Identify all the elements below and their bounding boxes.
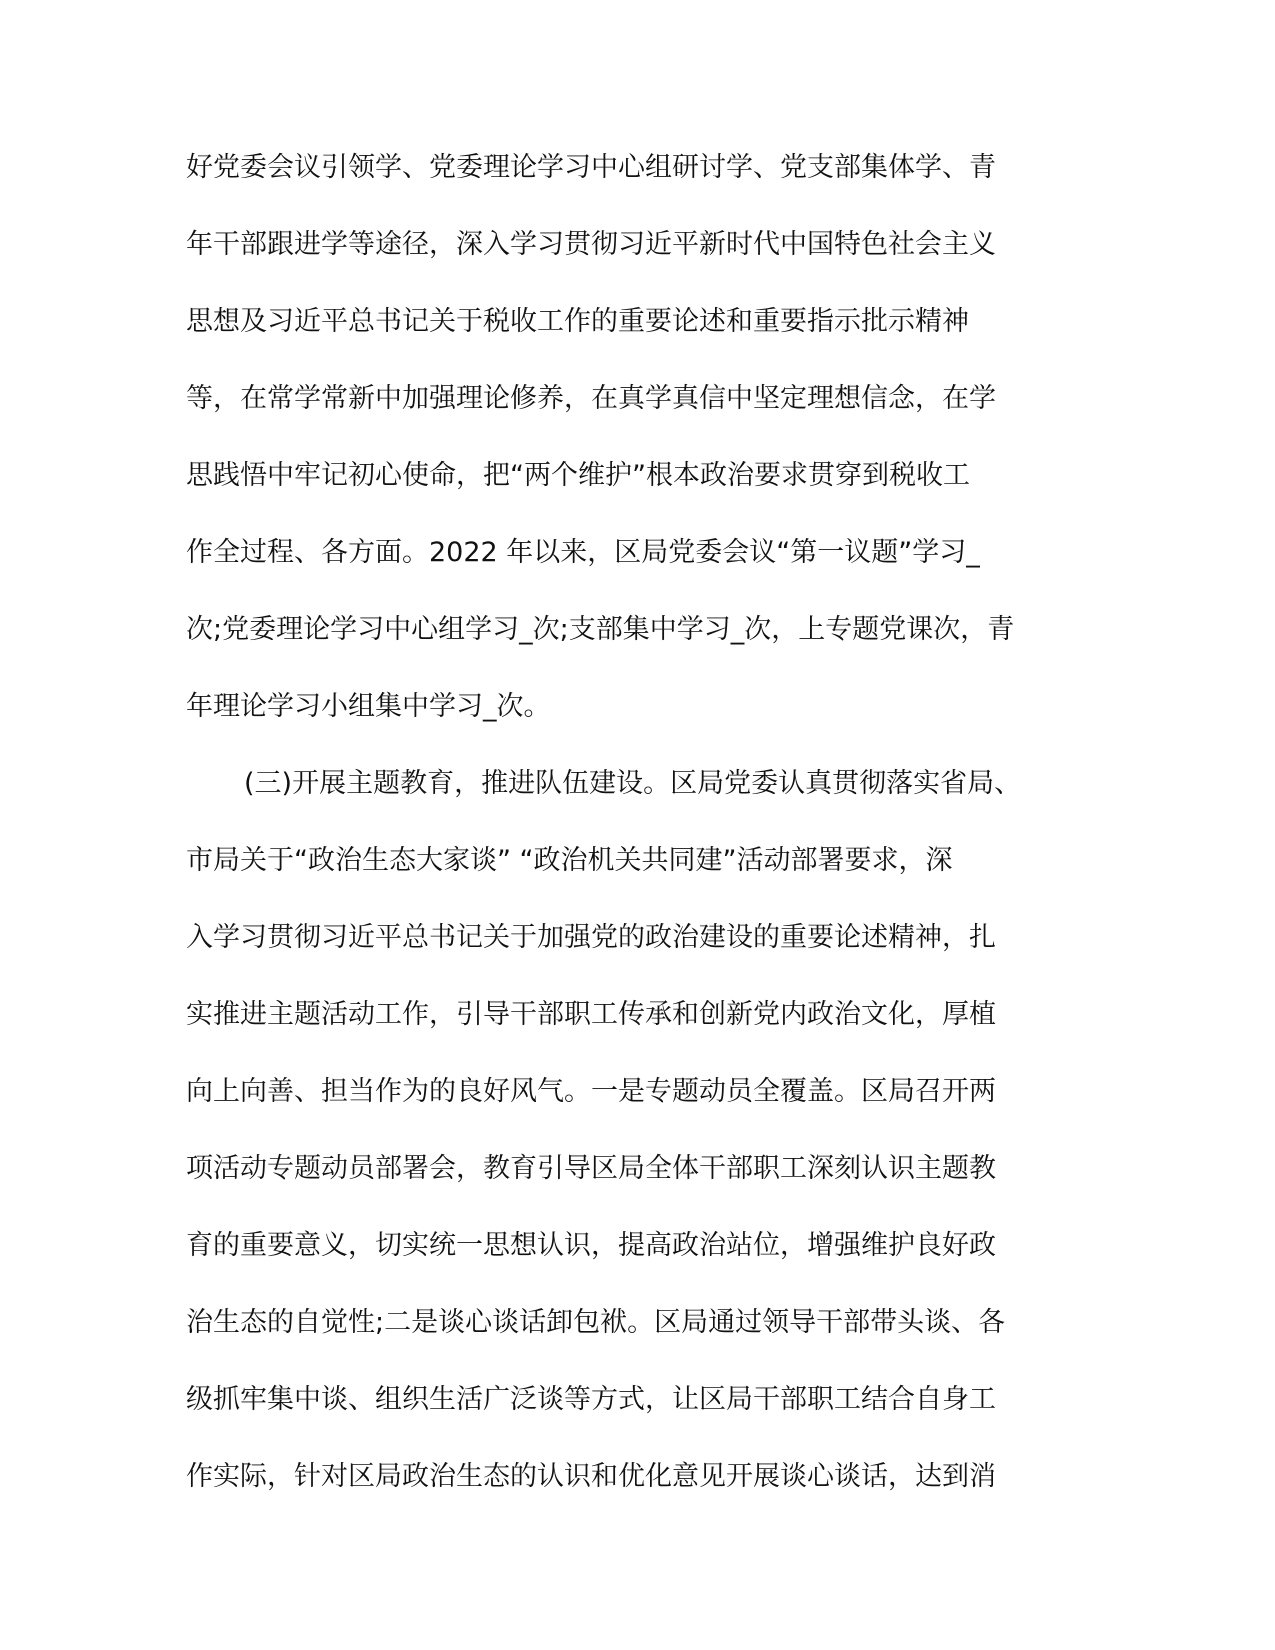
text-line: 作全过程、各方面。2022 年以来，区局党委会议“第一议题”学习_	[186, 537, 980, 568]
body-text	[186, 138, 1086, 1524]
text-line: 育的重要意义，切实统一思想认识，提高政治站位，增强维护良好政	[186, 1230, 996, 1261]
text-line: 思想及习近平总书记关于税收工作的重要论述和重要指示批示精神	[186, 306, 969, 337]
text-line: 治生态的自觉性;二是谈心谈话卸包袱。区局通过领导干部带头谈、各	[186, 1307, 1006, 1338]
text-line: 市局关于“政治生态大家谈” “政治机关共同建”活动部署要求，深	[186, 845, 953, 876]
text-line: 年干部跟进学等途径，深入学习贯彻习近平新时代中国特色社会主义	[186, 229, 996, 260]
text-line: 作实际，针对区局政治生态的认识和优化意见开展谈心谈话，达到消	[186, 1461, 996, 1492]
text-line: 级抓牢集中谈、组织生活广泛谈等方式，让区局干部职工结合自身工	[186, 1384, 996, 1415]
text-line: 好党委会议引领学、党委理论学习中心组研讨学、党支部集体学、青	[186, 152, 996, 183]
section-heading-line: (三)开展主题教育，推进队伍建设。区局党委认真贯彻落实省局、	[244, 768, 1022, 799]
text-line: 实推进主题活动工作，引导干部职工传承和创新党内政治文化，厚植	[186, 999, 996, 1030]
text-line: 入学习贯彻习近平总书记关于加强党的政治建设的重要论述精神，扎	[186, 922, 996, 953]
text-line: 年理论学习小组集中学习_次。	[186, 691, 551, 722]
text-line: 次;党委理论学习中心组学习_次;支部集中学习_次，上专题党课次，青	[186, 614, 1015, 645]
text-line: 项活动专题动员部署会，教育引导区局全体干部职工深刻认识主题教	[186, 1153, 996, 1184]
text-line: 思践悟中牢记初心使命，把“两个维护”根本政治要求贯穿到税收工	[186, 460, 970, 491]
text-line: 向上向善、担当作为的良好风气。一是专题动员全覆盖。区局召开两	[186, 1076, 996, 1107]
text-line: 等，在常学常新中加强理论修养，在真学真信中坚定理想信念，在学	[186, 383, 996, 414]
